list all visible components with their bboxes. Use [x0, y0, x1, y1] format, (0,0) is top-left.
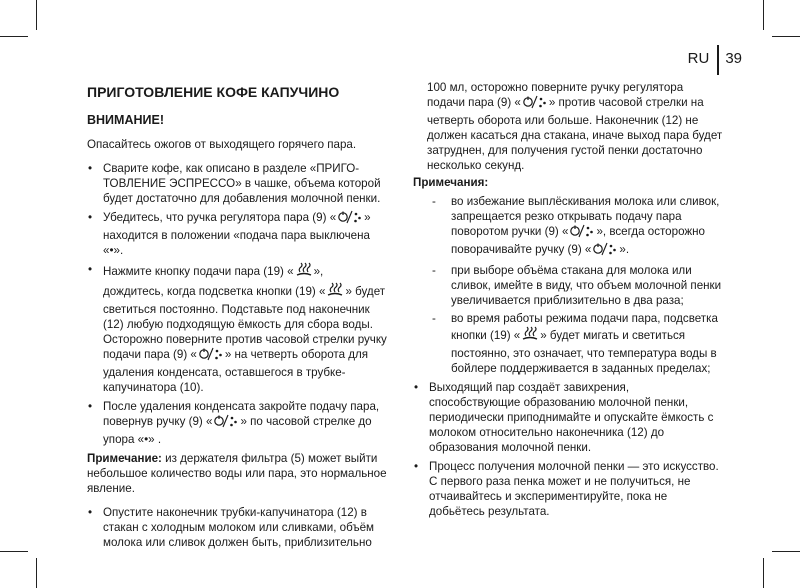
crop-mark [0, 36, 28, 37]
steam-button-icon [295, 262, 313, 282]
list-item: - во время работы режима подачи пара, подсветка кнопки (19) « » будет мигать и светиться постоянно, это означает, что температура воды в бойлере поддерживается в заданных пределах; [429, 311, 723, 376]
left-column [87, 84, 387, 554]
list-item: • Процесс получения молочной пенки — это искусство. С первого раза пенка может и не получиться, не отчаивайтесь и экспериментируйте, пока не добьётесь результата. [413, 459, 723, 519]
notes-heading: Примечания: [413, 176, 489, 189]
note-paragraph: Примечание: из держателя фильтра (5) может выйти небольшое количество воды или пара, это нормальное явление. [87, 452, 387, 495]
page-number: 39 [725, 50, 742, 67]
steam-button-icon [326, 282, 344, 302]
crop-mark [36, 558, 37, 588]
steam-button-icon [521, 326, 539, 346]
steam-knob-icon [213, 414, 239, 432]
tips-list [413, 380, 723, 519]
right-column [413, 80, 723, 523]
steps-list-continued [87, 505, 387, 550]
crop-mark [763, 558, 764, 588]
crop-mark [772, 36, 800, 37]
note-label: Примечание: [87, 452, 162, 465]
section-title: ПРИГОТОВЛЕНИЕ КОФЕ КАПУЧИНО [87, 84, 340, 100]
notes-list [413, 194, 723, 376]
steam-knob-icon [569, 224, 595, 242]
steam-knob-icon [337, 210, 363, 228]
list-item: - во избежание выплёскивания молока или сливок, запрещается резко открывать подачу пара поворотом ручки (9) « », всегда осторожно поворачивайте ручку (9) « ». [429, 194, 723, 260]
steam-knob-icon [522, 95, 548, 113]
crop-mark [772, 551, 800, 552]
list-item: • Опустите наконечник трубки-капучинатора (12) в стакан с холодным молоком или сливками, объём молока или сливок должен быть, приблизительно [87, 505, 387, 550]
steam-knob-icon [198, 347, 224, 365]
list-item: • Сварите кофе, как описано в разделе «ПРИГО-ТОВЛЕНИЕ ЭСПРЕССО» в чашке, объема которой будет достаточно для добавления молочной пенки. [87, 161, 387, 206]
steps-list [87, 161, 387, 447]
list-item: - при выборе объёма стакана для молока или сливок, имейте в виду, что объем молочной пенки увеличивается приблизительно в два раза; [429, 263, 723, 308]
warning-text: Опасайтесь ожогов от выходящего горячего пара. [87, 138, 357, 151]
page-header [688, 49, 742, 69]
crop-mark [763, 0, 764, 30]
crop-mark [0, 551, 28, 552]
continuation-paragraph: 100 мл, осторожно поверните ручку регулятора подачи пара (9) « » против часовой стрелки на четверть оборота или больше. Наконечник (12) не должен касаться дна стакана, иначе выход пара будет затруднен, для получения густой пенки достаточно несколько секунд. [427, 81, 723, 172]
language-code: RU [687, 50, 710, 67]
crop-mark [36, 0, 37, 30]
list-item: • Убедитесь, что ручка регулятора пара (9) « » находится в положении «подача пара выключена «•». [87, 210, 387, 258]
warning-heading: ВНИМАНИЕ! [87, 113, 164, 127]
steam-knob-icon [592, 242, 618, 260]
list-item: • После удаления конденсата закройте подачу пара, повернув ручку (9) « » по часовой стрелке до упора «•» . [87, 399, 387, 447]
list-item: • Нажмите кнопку подачи пара (19) « », дождитесь, когда подсветка кнопки (19) « » будет светиться постоянно. Подставьте под наконечник (12) любую подходящую ёмкость для сбора воды. Осторожно поверните против часовой стрелки ручку подачи пара (9) « » на четверть оборота для удаления конденсата, оставшегося в трубке-капучинатора (10). [87, 262, 387, 395]
list-item: • Выходящий пар создаёт завихрения, способствующие образованию молочной пенки, периодически приподнимайте и опускайте ёмкость с молоком относительно наконечника (12) до образования молочной пенки. [413, 380, 723, 455]
